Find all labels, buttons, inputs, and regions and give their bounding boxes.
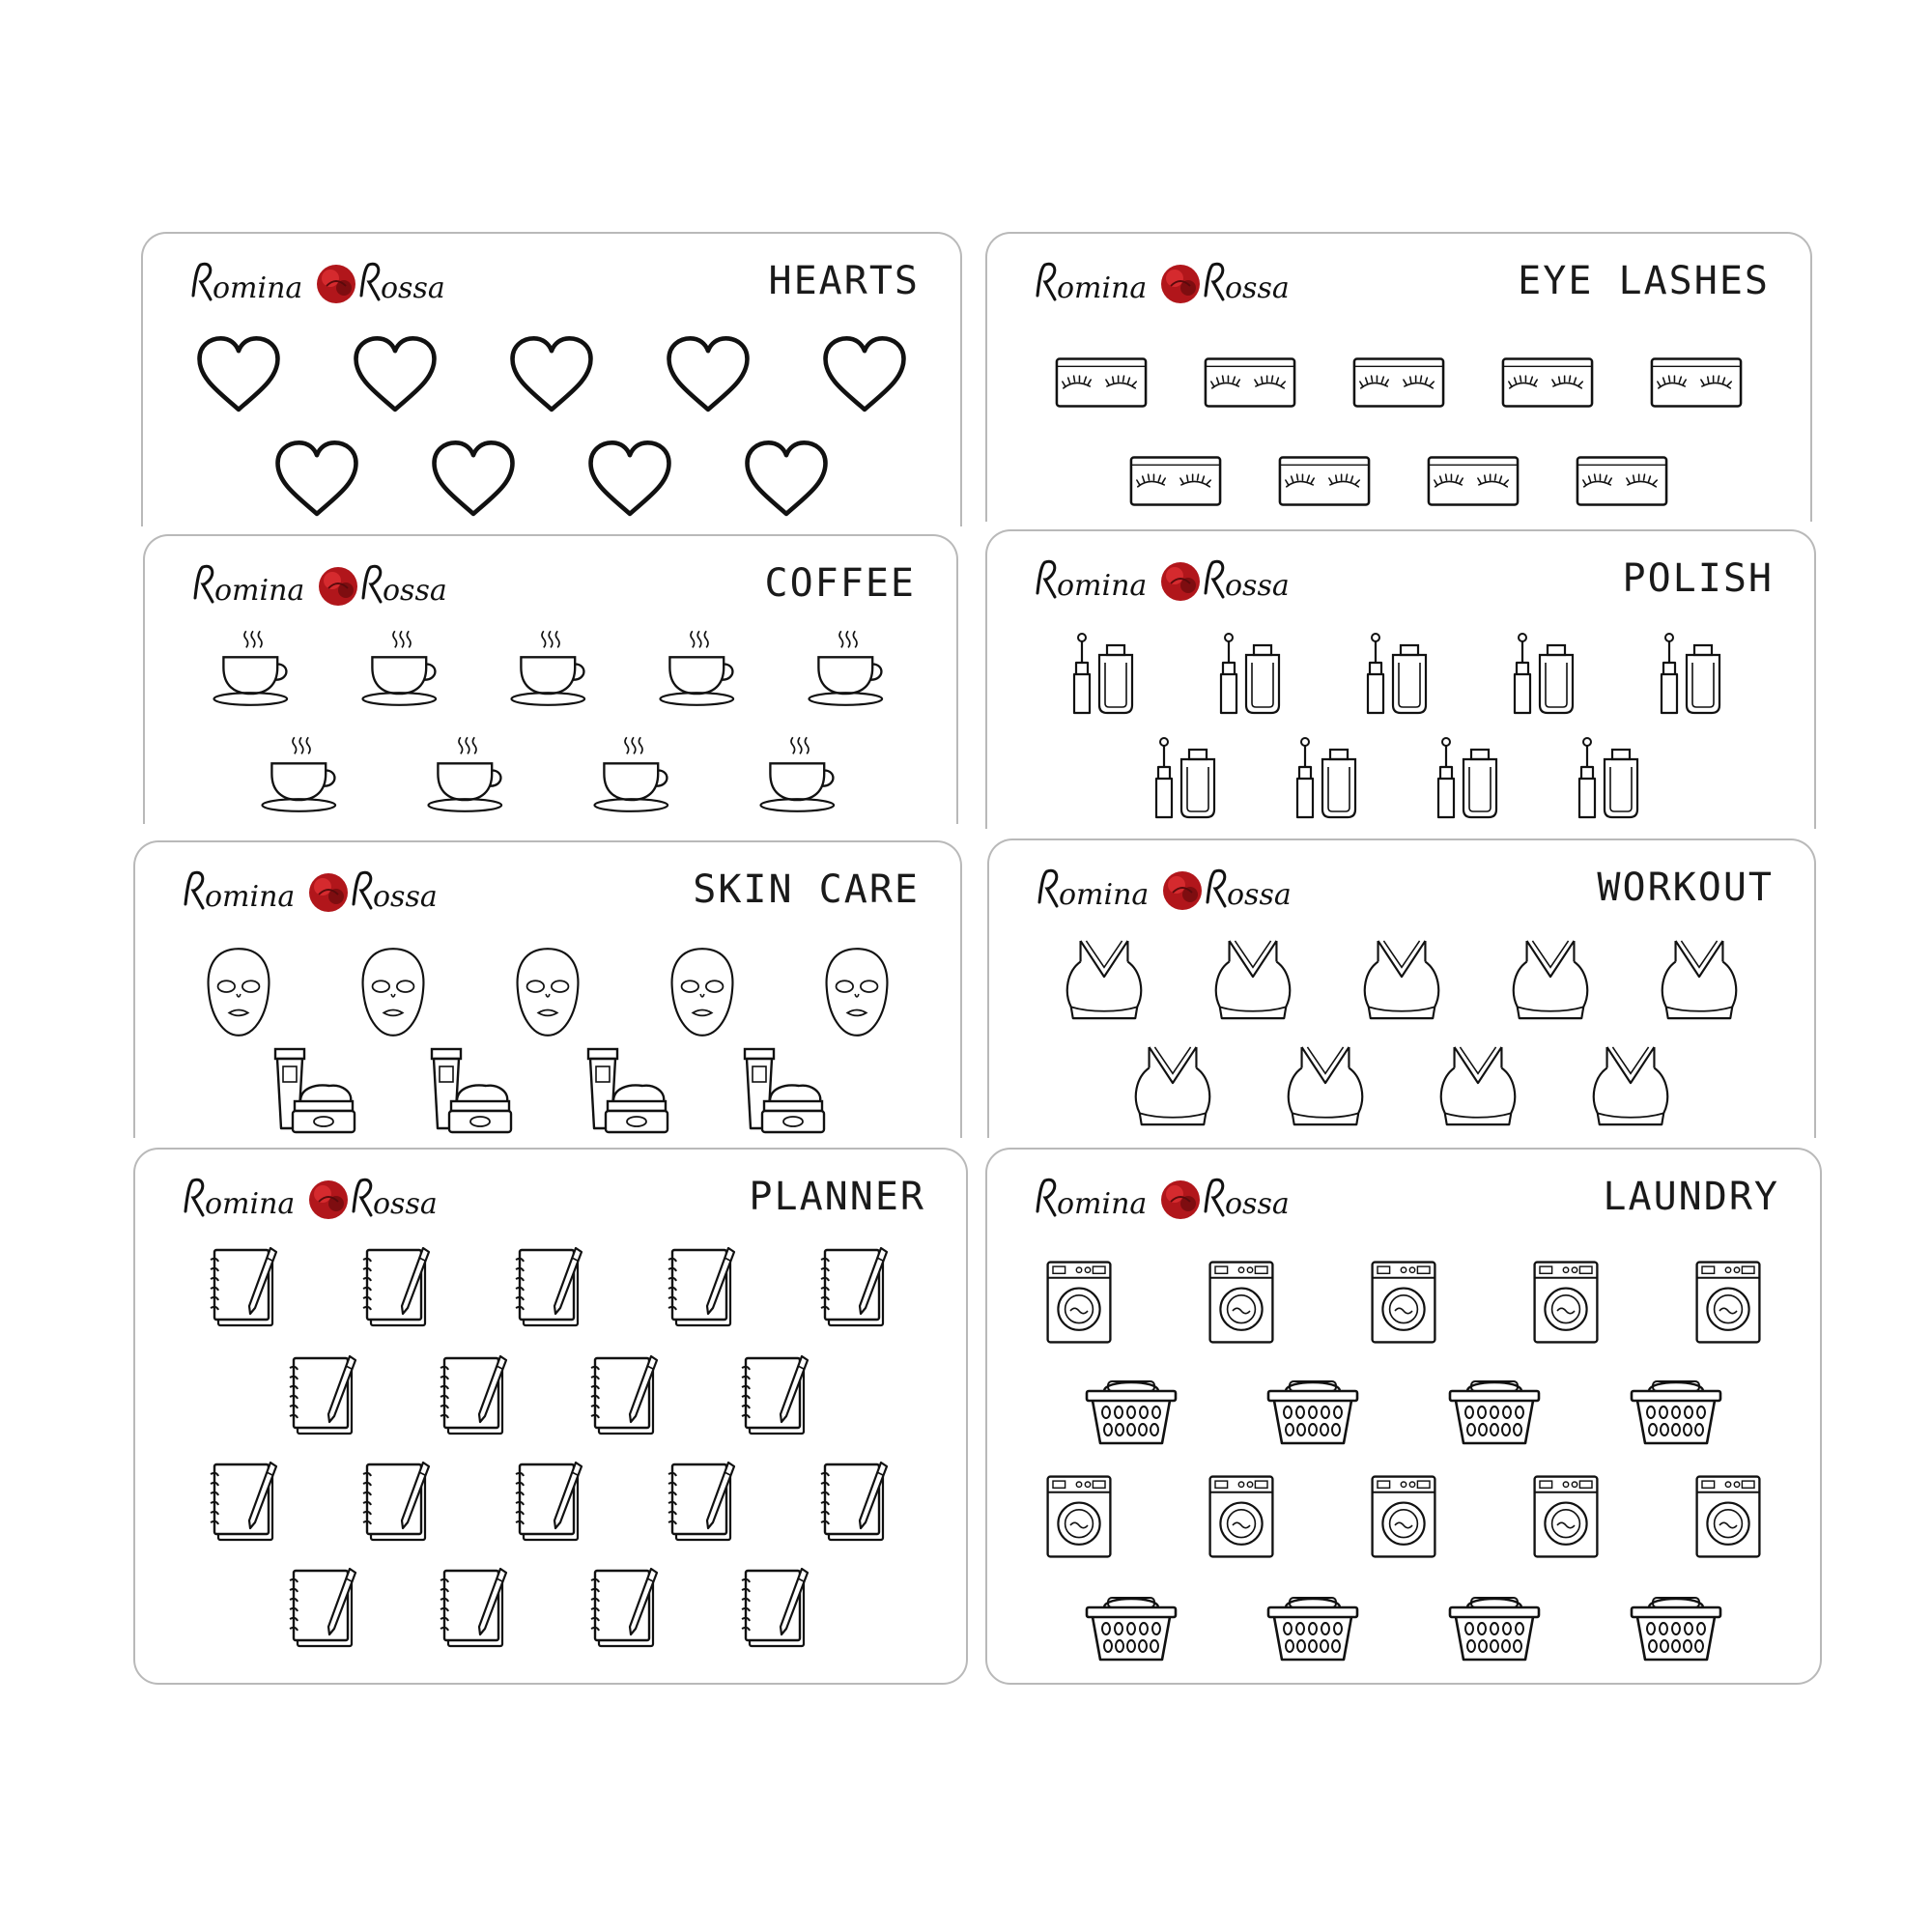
washing-machine-icon: [1693, 1256, 1763, 1349]
brand-logo: [1036, 862, 1316, 920]
eyelash-icon: [1054, 355, 1149, 410]
nail-polish-icon: [1362, 630, 1439, 717]
sheet-title: SKIN CARE: [693, 867, 920, 912]
face-mask-icon: [510, 945, 585, 1039]
sports-bra-icon: [1130, 1045, 1215, 1130]
coffee-cup-icon: [805, 625, 892, 712]
eyelash-icon: [1351, 355, 1446, 410]
brand-logo: [191, 557, 471, 615]
planner-notebook-icon: [665, 1246, 742, 1333]
nail-polish-icon: [1433, 734, 1510, 821]
heart-icon: [194, 334, 283, 415]
sports-bra-icon: [1588, 1045, 1673, 1130]
nail-polish-icon: [1292, 734, 1369, 821]
nail-polish-icon: [1151, 734, 1228, 821]
planner-notebook-icon: [207, 1461, 284, 1548]
planner-notebook-icon: [817, 1246, 895, 1333]
coffee-cup-icon: [258, 731, 345, 818]
brand-logo: [189, 255, 469, 313]
planner-notebook-icon: [665, 1461, 742, 1548]
laundry-basket-icon: [1083, 1370, 1179, 1447]
washing-machine-icon: [1693, 1470, 1763, 1563]
sheet-title: PLANNER: [749, 1175, 925, 1219]
coffee-cup-icon: [756, 731, 843, 818]
heart-icon: [272, 439, 361, 520]
sticker-sheet-eye-lashes: [985, 232, 1812, 522]
skincare-tube-jar-icon: [739, 1047, 826, 1134]
nail-polish-icon: [1656, 630, 1733, 717]
heart-icon: [742, 439, 831, 520]
laundry-basket-icon: [1083, 1586, 1179, 1663]
planner-notebook-icon: [587, 1354, 665, 1441]
planner-notebook-icon: [587, 1567, 665, 1654]
heart-icon: [429, 439, 518, 520]
sports-bra-icon: [1508, 939, 1593, 1024]
sheet-title: EYE LASHES: [1518, 259, 1770, 303]
sheet-title: POLISH: [1622, 556, 1774, 601]
heart-icon: [820, 334, 909, 415]
sheet-title: HEARTS: [768, 259, 920, 303]
brand-logo: [1034, 1171, 1314, 1229]
sports-bra-icon: [1657, 939, 1742, 1024]
nail-polish-icon: [1215, 630, 1293, 717]
sticker-sheet-coffee: [143, 534, 958, 824]
planner-notebook-icon: [512, 1461, 589, 1548]
heart-icon: [585, 439, 674, 520]
laundry-basket-icon: [1628, 1370, 1724, 1447]
sports-bra-icon: [1359, 939, 1444, 1024]
skincare-tube-jar-icon: [426, 1047, 513, 1134]
washing-machine-icon: [1369, 1256, 1438, 1349]
face-mask-icon: [819, 945, 895, 1039]
planner-notebook-icon: [817, 1461, 895, 1548]
coffee-cup-icon: [590, 731, 677, 818]
laundry-basket-icon: [1264, 1586, 1361, 1663]
coffee-cup-icon: [656, 625, 743, 712]
sheet-title: COFFEE: [764, 561, 916, 606]
nail-polish-icon: [1509, 630, 1586, 717]
coffee-cup-icon: [210, 625, 297, 712]
coffee-cup-icon: [358, 625, 445, 712]
laundry-basket-icon: [1446, 1370, 1543, 1447]
sticker-sheet-skin-care: [133, 840, 962, 1138]
skincare-tube-jar-icon: [270, 1047, 356, 1134]
sticker-sheet-hearts: [141, 232, 962, 526]
coffee-cup-icon: [424, 731, 511, 818]
brand-logo: [182, 1171, 462, 1229]
sports-bra-icon: [1062, 939, 1147, 1024]
sports-bra-icon: [1435, 1045, 1520, 1130]
sheet-title: LAUNDRY: [1603, 1175, 1779, 1219]
washing-machine-icon: [1044, 1470, 1114, 1563]
laundry-basket-icon: [1446, 1586, 1543, 1663]
planner-notebook-icon: [738, 1354, 815, 1441]
eyelash-icon: [1500, 355, 1595, 410]
heart-icon: [351, 334, 440, 415]
washing-machine-icon: [1531, 1470, 1601, 1563]
brand-logo: [1034, 255, 1314, 313]
eyelash-icon: [1128, 454, 1223, 508]
washing-machine-icon: [1369, 1470, 1438, 1563]
laundry-basket-icon: [1264, 1370, 1361, 1447]
planner-notebook-icon: [286, 1354, 363, 1441]
washing-machine-icon: [1207, 1470, 1276, 1563]
eyelash-icon: [1203, 355, 1297, 410]
planner-notebook-icon: [738, 1567, 815, 1654]
face-mask-icon: [665, 945, 740, 1039]
sticker-sheet-planner: [133, 1148, 968, 1685]
skincare-tube-jar-icon: [582, 1047, 669, 1134]
sticker-sheet-polish: [985, 529, 1816, 829]
sticker-sheet-workout: [987, 838, 1816, 1138]
face-mask-icon: [201, 945, 276, 1039]
planner-notebook-icon: [359, 1461, 437, 1548]
nail-polish-icon: [1574, 734, 1651, 821]
washing-machine-icon: [1531, 1256, 1601, 1349]
eyelash-icon: [1649, 355, 1744, 410]
planner-notebook-icon: [359, 1246, 437, 1333]
eyelash-icon: [1277, 454, 1372, 508]
planner-notebook-icon: [207, 1246, 284, 1333]
planner-notebook-icon: [512, 1246, 589, 1333]
washing-machine-icon: [1207, 1256, 1276, 1349]
washing-machine-icon: [1044, 1256, 1114, 1349]
laundry-basket-icon: [1628, 1586, 1724, 1663]
brand-logo: [182, 864, 462, 922]
sports-bra-icon: [1283, 1045, 1368, 1130]
face-mask-icon: [355, 945, 431, 1039]
heart-icon: [507, 334, 596, 415]
sticker-sheet-laundry: [985, 1148, 1822, 1685]
planner-notebook-icon: [286, 1567, 363, 1654]
planner-notebook-icon: [437, 1567, 514, 1654]
eyelash-icon: [1575, 454, 1669, 508]
sheet-title: WORKOUT: [1597, 866, 1774, 910]
nail-polish-icon: [1068, 630, 1146, 717]
heart-icon: [664, 334, 753, 415]
coffee-cup-icon: [507, 625, 594, 712]
eyelash-icon: [1426, 454, 1520, 508]
brand-logo: [1034, 553, 1314, 611]
planner-notebook-icon: [437, 1354, 514, 1441]
sports-bra-icon: [1210, 939, 1295, 1024]
